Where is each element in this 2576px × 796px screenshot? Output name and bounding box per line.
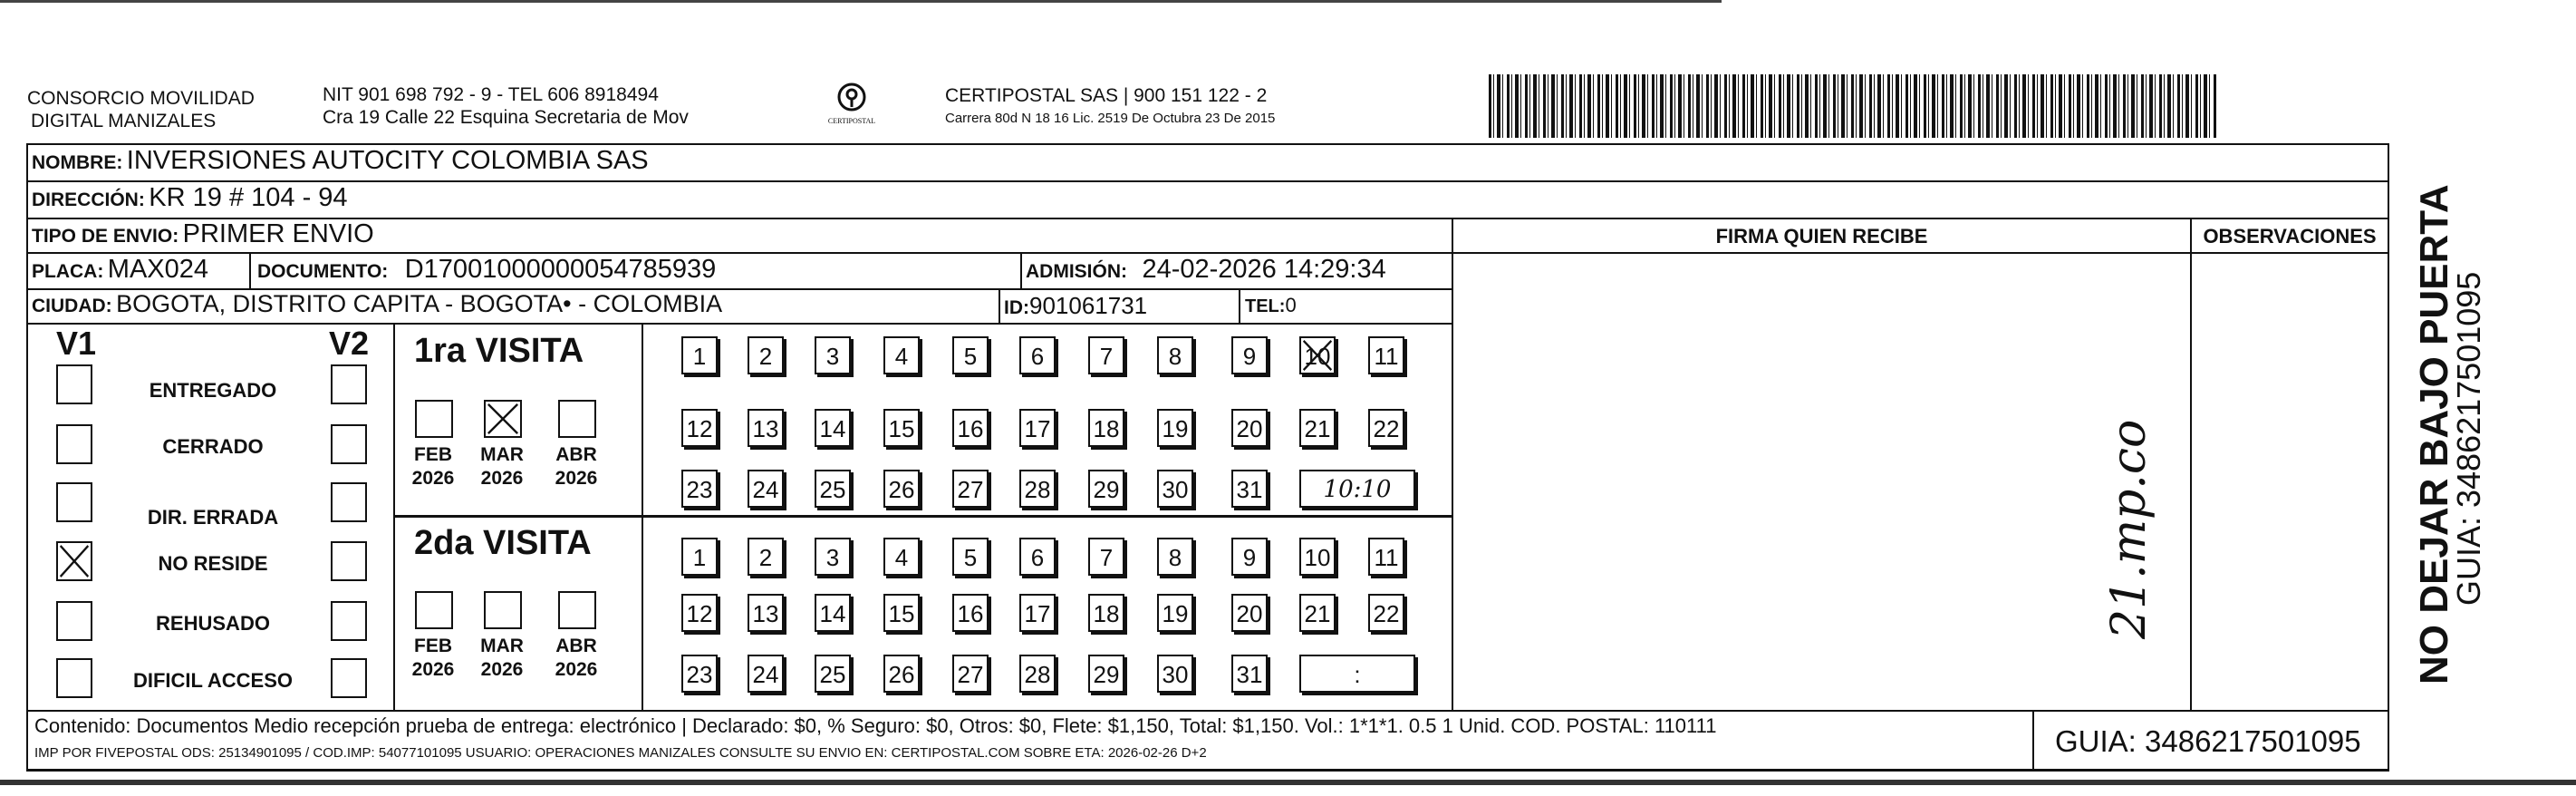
status-option-label: ENTREGADO [149,379,277,402]
documento-field [257,255,716,285]
visit1-time-field[interactable]: 10:10 [1299,470,1415,508]
month-year: 2026 [411,468,455,489]
month-checkbox-feb[interactable] [415,591,453,629]
company-contact [323,83,689,129]
row-line-2 [26,218,2389,219]
visit2-day-27[interactable]: 27 [952,655,989,693]
month-name: ABR [555,444,597,465]
visit-divider [393,515,1453,518]
tipo-value: PRIMER ENVIO [182,219,374,248]
address-line: Cra 19 Calle 22 Esquina Secretaria de Mov [323,107,689,128]
status-option-label: DIFICIL ACCESO [132,669,293,692]
row-line-5 [26,323,1453,325]
placa-field [32,255,208,285]
frame-left [26,143,28,771]
visit2-day-22[interactable]: 22 [1368,594,1404,632]
visit2-day-31[interactable]: 31 [1231,655,1268,693]
scan-bottom-edge [0,780,2576,785]
visit1-day-30[interactable]: 30 [1157,470,1193,508]
col-line-id [999,288,1000,323]
visit1-day-27[interactable]: 27 [952,470,989,508]
visit1-day-5[interactable]: 5 [952,336,989,374]
month-checkbox-abr[interactable] [558,591,596,629]
visit1-day-21[interactable]: 21 [1299,409,1336,447]
row-line-footer [26,710,2389,712]
month-name: MAR [480,636,524,656]
visit2-day-15[interactable]: 15 [883,594,920,632]
visit1-day-18[interactable]: 18 [1088,409,1124,447]
id-field [1004,292,1147,320]
logo-text: CERTIPOSTAL [827,117,876,125]
footer-guia: GUIA: 3486217501095 [2055,724,2361,758]
month-checkbox-mar[interactable] [484,591,522,629]
visit1-day-12[interactable]: 12 [681,409,718,447]
visit2-day-14[interactable]: 14 [815,594,851,632]
month-label [549,635,603,682]
month-name: FEB [414,636,452,656]
visit1-day-19[interactable]: 19 [1157,409,1193,447]
frame-bottom [26,769,2389,772]
month-year: 2026 [555,468,598,489]
visit2-day-21[interactable]: 21 [1299,594,1336,632]
visit1-day-16[interactable]: 16 [952,409,989,447]
footer-guia-left [2032,710,2034,770]
v2-checkbox-cerrado[interactable] [331,424,367,464]
month-year: 2026 [480,659,524,680]
tel-label: TEL: [1245,296,1286,316]
visit2-day-25[interactable]: 25 [815,655,851,693]
visit2-day-11[interactable]: 11 [1368,538,1404,576]
visit1-day-6[interactable]: 6 [1019,336,1056,374]
visit1-day-9[interactable]: 9 [1231,336,1268,374]
visit2-day-13[interactable]: 13 [748,594,784,632]
visit2-day-9[interactable]: 9 [1231,538,1268,576]
v1-heading: V1 [56,325,97,362]
v1-checkbox-no-reside[interactable] [56,541,92,581]
visit1-day-15[interactable]: 15 [883,409,920,447]
visit1-day-31[interactable]: 31 [1231,470,1268,508]
v2-checkbox-entregado[interactable] [331,364,367,404]
visit2-day-29[interactable]: 29 [1088,655,1124,693]
visit2-title: 2da VISITA [414,524,592,562]
visit1-day-14[interactable]: 14 [815,409,851,447]
v1-checkbox-rehusado[interactable] [56,601,92,641]
month-label [406,635,460,682]
month-label [475,443,529,490]
visit2-day-2[interactable]: 2 [748,538,784,576]
frame-top [26,143,2389,145]
visit2-day-4[interactable]: 4 [883,538,920,576]
v2-checkbox-no-reside[interactable] [331,541,367,581]
scan-top-edge [0,0,1722,3]
month-label [406,443,460,490]
col-line-admision [1020,252,1022,288]
id-value: 901061731 [1029,292,1148,319]
v1-checkbox-cerrado[interactable] [56,424,92,464]
visit2-day-26[interactable]: 26 [883,655,920,693]
visit2-day-19[interactable]: 19 [1157,594,1193,632]
visit1-day-3[interactable]: 3 [815,336,851,374]
observaciones-header: OBSERVACIONES [2203,225,2377,248]
col-line-firma [1452,218,1453,712]
side-warning: NO DEJAR BAJO PUERTA [2412,184,2456,684]
company-line2: DIGITAL MANIZALES [31,111,217,131]
month-name: FEB [414,444,452,465]
month-checkbox-abr[interactable] [558,400,596,438]
month-name: MAR [480,444,524,465]
tipo-label: TIPO DE ENVIO: [32,226,179,247]
tel-field [1245,294,1297,317]
month-year: 2026 [411,659,455,680]
visit2-day-28[interactable]: 28 [1019,655,1056,693]
admision-field [1026,255,1386,285]
visit1-day-11[interactable]: 11 [1368,336,1404,374]
documento-value: D17001000000054785939 [404,255,717,284]
visit2-day-12[interactable]: 12 [681,594,718,632]
signature-text: 21.mp.co [2102,419,2156,639]
status-option-label: NO RESIDE [158,552,268,575]
footer-print-line: IMP POR FIVEPOSTAL ODS: 25134901095 / COD.IMP: 54077101095 USUARIO: OPERACIONES MANIZALES CONSULTE SU ENVIO EN: CERTIPOSTAL.COM SOBRE ETA: 2026-02-26 D+2 [34,745,1207,761]
month-year: 2026 [555,659,598,680]
direccion-value: KR 19 # 104 - 94 [149,183,348,212]
status-option-label: DIR. ERRADA [147,506,279,529]
visit1-title: 1ra VISITA [414,332,584,370]
firma-header: FIRMA QUIEN RECIBE [1715,225,1928,248]
visit2-day-16[interactable]: 16 [952,594,989,632]
month-year: 2026 [480,468,524,489]
visit1-day-20[interactable]: 20 [1231,409,1268,447]
visit2-day-17[interactable]: 17 [1019,594,1056,632]
visit2-day-6[interactable]: 6 [1019,538,1056,576]
direccion-row [32,183,348,213]
visit1-day-17[interactable]: 17 [1019,409,1056,447]
signature [2102,419,2156,675]
v2-heading: V2 [329,325,370,362]
frame-right [2388,143,2389,771]
admision-value: 24-02-2026 14:29:34 [1142,255,1386,284]
visit1-day-8[interactable]: 8 [1157,336,1193,374]
visit2-day-5[interactable]: 5 [952,538,989,576]
v2-checkbox-dificil-acceso[interactable] [331,658,367,698]
month-label [475,635,529,682]
nombre-value: INVERSIONES AUTOCITY COLOMBIA SAS [126,146,649,175]
documento-label: DOCUMENTO: [257,261,389,282]
certipostal-line: CERTIPOSTAL SAS | 900 151 122 - 2 [945,85,1268,106]
col-line-tel [1239,288,1240,323]
month-checkbox-feb[interactable] [415,400,453,438]
v2-checkbox-rehusado[interactable] [331,601,367,641]
visit1-day-25[interactable]: 25 [815,470,851,508]
tel-value: 0 [1285,294,1297,316]
nombre-row [32,146,649,176]
visit2-day-18[interactable]: 18 [1088,594,1124,632]
visit1-day-24[interactable]: 24 [748,470,784,508]
visit1-day-1[interactable]: 1 [681,336,718,374]
v1-checkbox-dificil-acceso[interactable] [56,658,92,698]
status-option-label: CERRADO [162,435,264,458]
visit1-day-4[interactable]: 4 [883,336,920,374]
nombre-label: NOMBRE: [32,152,123,173]
visit2-day-23[interactable]: 23 [681,655,718,693]
direccion-label: DIRECCIÓN: [32,189,145,210]
visit2-day-7[interactable]: 7 [1088,538,1124,576]
visit1-day-23[interactable]: 23 [681,470,718,508]
visit2-day-24[interactable]: 24 [748,655,784,693]
certipostal-info [945,85,1275,126]
col-line-placa [249,252,251,288]
side-guia: GUIA: 3486217501095 [2450,271,2487,606]
visit2-time-field[interactable]: : [1299,655,1415,693]
month-name: ABR [555,636,597,656]
col-line-obs [2190,218,2192,712]
nit-line: NIT 901 698 792 - 9 - TEL 606 8918494 [323,84,659,105]
visit1-day-29[interactable]: 29 [1088,470,1124,508]
logo-icon [834,82,870,112]
v2-checkbox-dir-errada[interactable] [331,482,367,522]
v1-checkbox-entregado[interactable] [56,364,92,404]
visit2-day-10[interactable]: 10 [1299,538,1336,576]
id-label: ID: [1004,297,1029,318]
visit1-day-7[interactable]: 7 [1088,336,1124,374]
visit2-day-1[interactable]: 1 [681,538,718,576]
visit1-day-22[interactable]: 22 [1368,409,1404,447]
visit2-day-30[interactable]: 30 [1157,655,1193,693]
month-label [549,443,603,490]
visit1-day-13[interactable]: 13 [748,409,784,447]
footer-content-line: Contenido: Documentos Medio recepción prueba de entrega: electrónico | Declarado: $0, % Seguro: $0, Otros: $0, Flete: $1,150, Total: $1,150. Vol.: 1*1*1. 0.5 1 Unid. COD. POSTAL: 110111 [34,714,1717,737]
ciudad-value: BOGOTA, DISTRITO CAPITA - BOGOTA• - COLOMBIA [116,290,723,317]
month-checkbox-mar[interactable] [484,400,522,438]
certipostal-logo [820,82,883,136]
visit1-day-2[interactable]: 2 [748,336,784,374]
tipo-row [32,219,374,249]
visit2-day-20[interactable]: 20 [1231,594,1268,632]
col-head-underline [1452,252,2389,254]
license-line: Carrera 80d N 18 16 Lic. 2519 De Octubra 23 De 2015 [945,111,1276,126]
barcode [1489,74,2218,138]
placa-value: MAX024 [107,255,209,284]
visit2-day-3[interactable]: 3 [815,538,851,576]
ciudad-label: CIUDAD: [32,296,112,316]
visit1-day-10[interactable]: 10 [1299,336,1336,374]
company-line1: CONSORCIO MOVILIDAD [27,88,255,109]
v1-checkbox-dir-errada[interactable] [56,482,92,522]
ciudad-field [32,290,722,318]
admision-label: ADMISIÓN: [1026,261,1127,282]
visit2-day-8[interactable]: 8 [1157,538,1193,576]
company-name [27,87,255,132]
placa-label: PLACA: [32,261,104,282]
status-option-label: REHUSADO [156,612,270,635]
row-line-1 [26,180,2389,182]
visit1-day-28[interactable]: 28 [1019,470,1056,508]
visit1-day-26[interactable]: 26 [883,470,920,508]
